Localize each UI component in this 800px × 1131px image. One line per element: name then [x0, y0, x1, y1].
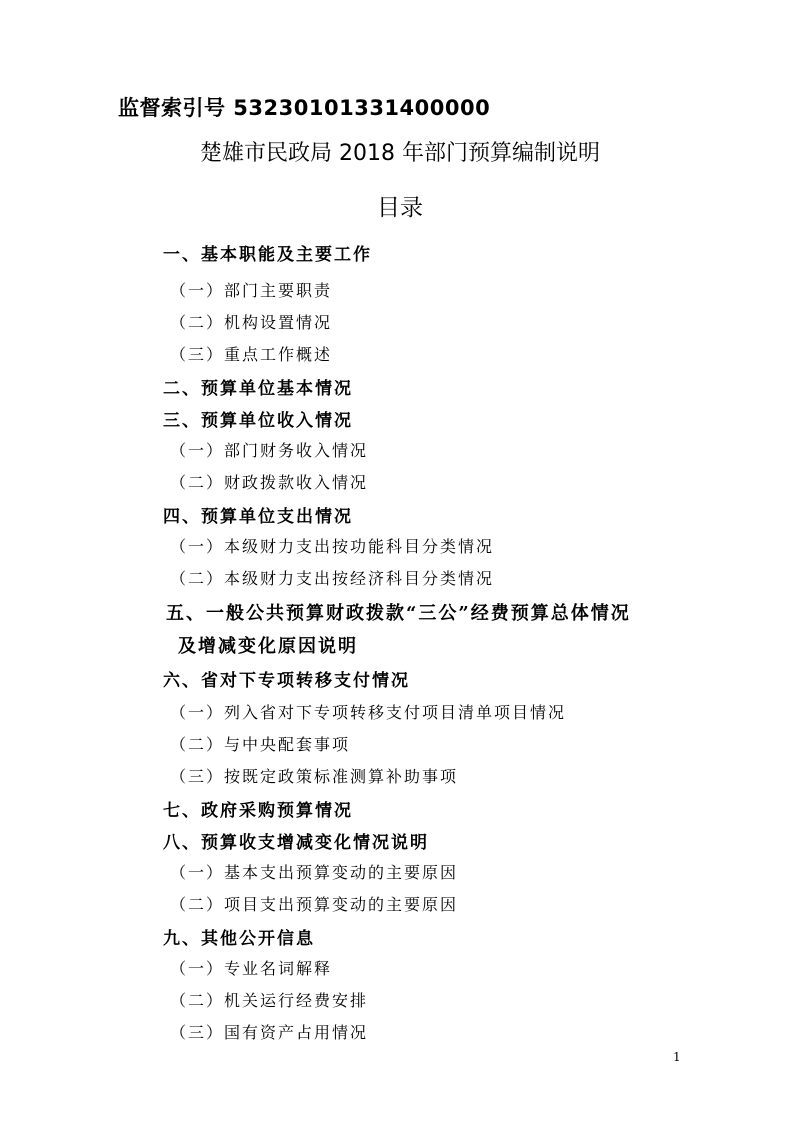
document-title: 楚雄市民政局 2018 年部门预算编制说明	[200, 141, 600, 166]
toc-item: 四、预算单位支出情况	[163, 507, 353, 527]
toc-item: （三）国有资产占用情况	[170, 1023, 369, 1042]
toc-item: 七、政府采购预算情况	[163, 801, 353, 821]
toc-item: 九、其他公开信息	[163, 929, 315, 949]
toc-item: 六、省对下专项转移支付情况	[163, 671, 410, 691]
toc-item: 二、预算单位基本情况	[163, 379, 353, 399]
toc-item: （一）专业名词解释	[170, 959, 333, 978]
toc-item: （一）本级财力支出按功能科目分类情况	[170, 537, 495, 556]
toc-item: （一）部门财务收入情况	[170, 441, 369, 460]
toc-item: （二）机构设置情况	[170, 313, 333, 332]
toc-item: 五、一般公共预算财政拨款“三公”经费预算总体情况	[166, 603, 631, 624]
toc-item: （二）与中央配套事项	[170, 735, 351, 754]
toc-item: （一）基本支出预算变动的主要原因	[170, 863, 459, 882]
toc-item: （二）机关运行经费安排	[170, 991, 369, 1010]
toc-item: （二）项目支出预算变动的主要原因	[170, 895, 459, 914]
toc-item: 及增减变化原因说明	[178, 636, 358, 657]
toc-item: 一、基本职能及主要工作	[163, 245, 372, 265]
toc-item: （三）按既定政策标准测算补助事项	[170, 767, 459, 786]
toc-item: （一）列入省对下专项转移支付项目清单项目情况	[170, 703, 567, 722]
toc-item: （三）重点工作概述	[170, 345, 333, 364]
toc-item: 三、预算单位收入情况	[163, 411, 353, 431]
toc-item: 八、预算收支增减变化情况说明	[163, 833, 429, 853]
toc-item: （二）本级财力支出按经济科目分类情况	[170, 569, 495, 588]
toc-heading: 目录	[377, 195, 423, 221]
page-number: 1	[673, 1050, 681, 1064]
supervision-index-number: 监督索引号 53230101331400000	[118, 96, 491, 120]
toc-item: （一）部门主要职责	[170, 281, 333, 300]
toc-item: （二）财政拨款收入情况	[170, 473, 369, 492]
